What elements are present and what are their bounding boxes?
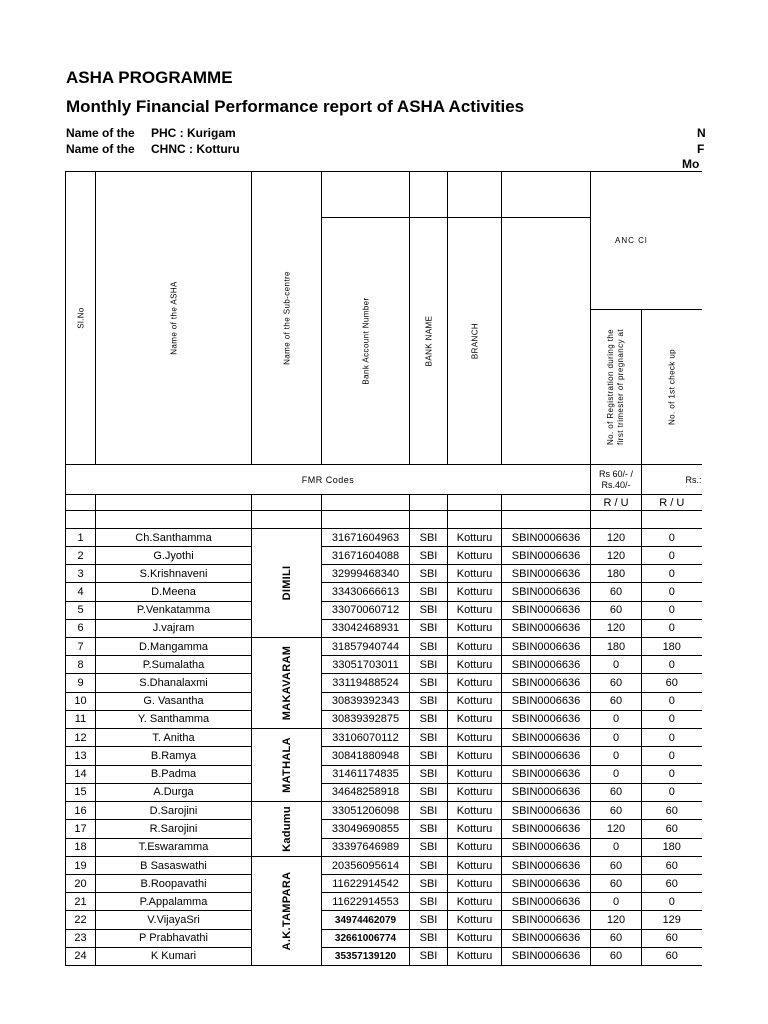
row-branch: Kotturu — [448, 601, 502, 619]
row-ifsc: SBIN0006636 — [502, 911, 591, 929]
table-row — [66, 583, 702, 601]
row-account-number: 31461174835 — [322, 765, 410, 783]
row-slno: 5 — [66, 601, 96, 619]
row-slno: 18 — [66, 838, 96, 856]
row-registration-value: 120 — [591, 547, 642, 565]
row-account-number: 33397646989 — [322, 838, 410, 856]
row-branch: Kotturu — [448, 692, 502, 710]
row-checkup-value: 129 — [642, 911, 702, 929]
row-checkup-value: 60 — [642, 802, 702, 820]
row-branch: Kotturu — [448, 710, 502, 728]
table-row — [66, 929, 702, 947]
fmr-rate-2: Rs.: — [642, 465, 702, 495]
row-ifsc: SBIN0006636 — [502, 929, 591, 947]
table-row — [66, 692, 702, 710]
row-ifsc: SBIN0006636 — [502, 710, 591, 728]
ru-label-1: R / U — [591, 495, 642, 511]
row-asha-name: G.Jyothi — [96, 547, 252, 565]
row-ifsc: SBIN0006636 — [502, 529, 591, 547]
row-branch: Kotturu — [448, 656, 502, 674]
row-branch: Kotturu — [448, 838, 502, 856]
row-slno: 19 — [66, 857, 96, 875]
row-slno: 22 — [66, 911, 96, 929]
row-checkup-value: 0 — [642, 729, 702, 747]
row-checkup-value: 0 — [642, 747, 702, 765]
row-registration-value: 0 — [591, 838, 642, 856]
row-account-number: 33051703011 — [322, 656, 410, 674]
table-row — [66, 893, 702, 911]
row-branch: Kotturu — [448, 820, 502, 838]
row-registration-value: 0 — [591, 747, 642, 765]
row-bank-name: SBI — [410, 802, 448, 820]
table-row — [66, 857, 702, 875]
row-ifsc: SBIN0006636 — [502, 547, 591, 565]
row-asha-name: D.Meena — [96, 583, 252, 601]
report-table — [65, 171, 702, 966]
row-checkup-value: 0 — [642, 565, 702, 583]
row-checkup-value: 60 — [642, 674, 702, 692]
row-asha-name: J.vajram — [96, 619, 252, 637]
phc-value: PHC : Kurigam — [151, 126, 236, 140]
row-bank-name: SBI — [410, 638, 448, 656]
table-row — [66, 656, 702, 674]
row-asha-name: T. Anitha — [96, 729, 252, 747]
row-account-number: 30841880948 — [322, 747, 410, 765]
row-ifsc: SBIN0006636 — [502, 656, 591, 674]
row-checkup-value: 180 — [642, 838, 702, 856]
row-ifsc: SBIN0006636 — [502, 893, 591, 911]
row-account-number: 33106070112 — [322, 729, 410, 747]
row-account-number: 33070060712 — [322, 601, 410, 619]
row-checkup-value: 0 — [642, 893, 702, 911]
row-slno: 21 — [66, 893, 96, 911]
row-account-number: 32661006774 — [322, 929, 410, 947]
chnc-label: Name of the — [66, 142, 135, 156]
row-registration-value: 60 — [591, 583, 642, 601]
report-title: ASHA PROGRAMME — [66, 68, 233, 87]
report-subtitle: Monthly Financial Performance report of ASHA Activities — [66, 97, 525, 116]
row-asha-name: T.Eswaramma — [96, 838, 252, 856]
row-registration-value: 120 — [591, 820, 642, 838]
account-header: Bank Account Number — [322, 218, 410, 465]
row-branch: Kotturu — [448, 747, 502, 765]
row-asha-name: S.Krishnaveni — [96, 565, 252, 583]
row-bank-name: SBI — [410, 875, 448, 893]
row-slno: 7 — [66, 638, 96, 656]
row-account-number: 11622914542 — [322, 875, 410, 893]
row-checkup-value: 0 — [642, 619, 702, 637]
row-bank-name: SBI — [410, 729, 448, 747]
anc-header: ANC Cl — [591, 172, 702, 310]
row-ifsc: SBIN0006636 — [502, 838, 591, 856]
row-account-number: 34648258918 — [322, 783, 410, 801]
row-asha-name: A.Durga — [96, 783, 252, 801]
row-asha-name: P.Sumalatha — [96, 656, 252, 674]
row-branch: Kotturu — [448, 619, 502, 637]
table-row — [66, 529, 702, 547]
row-slno: 1 — [66, 529, 96, 547]
row-asha-name: P Prabhavathi — [96, 929, 252, 947]
row-registration-value: 180 — [591, 565, 642, 583]
row-registration-value: 0 — [591, 893, 642, 911]
row-branch: Kotturu — [448, 893, 502, 911]
branch-header: BRANCH — [448, 218, 502, 465]
row-branch: Kotturu — [448, 875, 502, 893]
first-checkup-header: No. of 1st check up — [642, 310, 702, 465]
row-asha-name: B.Padma — [96, 765, 252, 783]
row-checkup-value: 0 — [642, 547, 702, 565]
subcentre-cell: A.K.TAMPARA — [252, 857, 322, 966]
row-asha-name: D.Sarojini — [96, 802, 252, 820]
row-branch: Kotturu — [448, 857, 502, 875]
row-checkup-value: 60 — [642, 875, 702, 893]
table-row — [66, 875, 702, 893]
row-asha-name: Ch.Santhamma — [96, 529, 252, 547]
row-bank-name: SBI — [410, 783, 448, 801]
row-checkup-value: 60 — [642, 947, 702, 965]
cut-label-2: F — [697, 142, 705, 156]
row-registration-value: 120 — [591, 911, 642, 929]
registration-header: No. of Registration during the first trimester of pregnancy at — [591, 310, 642, 465]
row-asha-name: B.Roopavathi — [96, 875, 252, 893]
row-account-number: 32999468340 — [322, 565, 410, 583]
table-row — [66, 947, 702, 965]
cut-label-3: Mo — [682, 157, 700, 171]
row-slno: 3 — [66, 565, 96, 583]
row-account-number: 30839392875 — [322, 710, 410, 728]
row-branch: Kotturu — [448, 911, 502, 929]
row-account-number: 30839392343 — [322, 692, 410, 710]
row-registration-value: 60 — [591, 783, 642, 801]
table-row — [66, 838, 702, 856]
row-bank-name: SBI — [410, 820, 448, 838]
row-asha-name: Y. Santhamma — [96, 710, 252, 728]
row-account-number: 33119488524 — [322, 674, 410, 692]
row-checkup-value: 0 — [642, 529, 702, 547]
row-branch: Kotturu — [448, 765, 502, 783]
row-ifsc: SBIN0006636 — [502, 820, 591, 838]
chnc-value: CHNC : Kotturu — [151, 142, 240, 156]
table-row — [66, 547, 702, 565]
table-row — [66, 674, 702, 692]
row-checkup-value: 60 — [642, 857, 702, 875]
row-ifsc: SBIN0006636 — [502, 674, 591, 692]
row-checkup-value: 0 — [642, 710, 702, 728]
row-slno: 8 — [66, 656, 96, 674]
subcentre-cell: MATHALA — [252, 729, 322, 802]
row-account-number: 33049690855 — [322, 820, 410, 838]
row-bank-name: SBI — [410, 547, 448, 565]
row-registration-value: 120 — [591, 529, 642, 547]
row-account-number: 33051206098 — [322, 802, 410, 820]
row-bank-name: SBI — [410, 601, 448, 619]
table-row — [66, 619, 702, 637]
row-registration-value: 0 — [591, 729, 642, 747]
row-account-number: 20356095614 — [322, 857, 410, 875]
row-branch: Kotturu — [448, 674, 502, 692]
row-registration-value: 0 — [591, 656, 642, 674]
row-registration-value: 60 — [591, 929, 642, 947]
row-slno: 2 — [66, 547, 96, 565]
row-checkup-value: 0 — [642, 692, 702, 710]
row-ifsc: SBIN0006636 — [502, 947, 591, 965]
row-asha-name: P.Venkatamma — [96, 601, 252, 619]
row-bank-name: SBI — [410, 529, 448, 547]
row-registration-value: 60 — [591, 947, 642, 965]
row-registration-value: 60 — [591, 875, 642, 893]
row-checkup-value: 0 — [642, 783, 702, 801]
row-slno: 4 — [66, 583, 96, 601]
row-bank-name: SBI — [410, 674, 448, 692]
row-slno: 9 — [66, 674, 96, 692]
subcentre-cell: Kadumu — [252, 802, 322, 857]
table-row — [66, 601, 702, 619]
row-ifsc: SBIN0006636 — [502, 875, 591, 893]
row-ifsc: SBIN0006636 — [502, 565, 591, 583]
row-checkup-value: 0 — [642, 656, 702, 674]
slno-header: Sl.No — [66, 172, 96, 465]
header-row-top — [66, 172, 702, 218]
row-account-number: 31857940744 — [322, 638, 410, 656]
row-branch: Kotturu — [448, 929, 502, 947]
row-ifsc: SBIN0006636 — [502, 601, 591, 619]
row-bank-name: SBI — [410, 929, 448, 947]
row-checkup-value: 0 — [642, 583, 702, 601]
row-account-number: 34974462079 — [322, 911, 410, 929]
table-row — [66, 565, 702, 583]
row-asha-name: P.Appalamma — [96, 893, 252, 911]
row-bank-name: SBI — [410, 911, 448, 929]
row-asha-name: K Kumari — [96, 947, 252, 965]
row-registration-value: 60 — [591, 857, 642, 875]
row-bank-name: SBI — [410, 710, 448, 728]
row-asha-name: B.Ramya — [96, 747, 252, 765]
row-bank-name: SBI — [410, 656, 448, 674]
row-registration-value: 120 — [591, 619, 642, 637]
row-ifsc: SBIN0006636 — [502, 783, 591, 801]
row-branch: Kotturu — [448, 729, 502, 747]
row-account-number: 31671604963 — [322, 529, 410, 547]
row-account-number: 33430666613 — [322, 583, 410, 601]
row-bank-name: SBI — [410, 838, 448, 856]
table-row — [66, 783, 702, 801]
ru-label-2: R / U — [642, 495, 702, 511]
table-row — [66, 765, 702, 783]
row-slno: 17 — [66, 820, 96, 838]
row-ifsc: SBIN0006636 — [502, 747, 591, 765]
row-bank-name: SBI — [410, 619, 448, 637]
row-slno: 24 — [66, 947, 96, 965]
row-checkup-value: 180 — [642, 638, 702, 656]
subcentre-cell: DIMILI — [252, 529, 322, 638]
row-branch: Kotturu — [448, 802, 502, 820]
row-asha-name: D.Mangamma — [96, 638, 252, 656]
row-asha-name: B Sasaswathi — [96, 857, 252, 875]
row-slno: 10 — [66, 692, 96, 710]
row-checkup-value: 0 — [642, 601, 702, 619]
fmr-rate-1: Rs 60/- / Rs.40/- — [591, 465, 642, 495]
row-registration-value: 60 — [591, 692, 642, 710]
row-ifsc: SBIN0006636 — [502, 765, 591, 783]
table-row — [66, 638, 702, 656]
asha-name-header: Name of the ASHA — [96, 172, 252, 465]
row-ifsc: SBIN0006636 — [502, 638, 591, 656]
row-bank-name: SBI — [410, 583, 448, 601]
row-ifsc: SBIN0006636 — [502, 857, 591, 875]
row-asha-name: R.Sarojini — [96, 820, 252, 838]
row-ifsc: SBIN0006636 — [502, 802, 591, 820]
row-bank-name: SBI — [410, 857, 448, 875]
row-bank-name: SBI — [410, 692, 448, 710]
row-branch: Kotturu — [448, 547, 502, 565]
table-row — [66, 820, 702, 838]
row-ifsc: SBIN0006636 — [502, 692, 591, 710]
row-bank-name: SBI — [410, 893, 448, 911]
row-account-number: 31671604088 — [322, 547, 410, 565]
row-slno: 12 — [66, 729, 96, 747]
row-asha-name: S.Dhanalaxmi — [96, 674, 252, 692]
row-registration-value: 0 — [591, 765, 642, 783]
row-slno: 15 — [66, 783, 96, 801]
row-bank-name: SBI — [410, 565, 448, 583]
row-bank-name: SBI — [410, 765, 448, 783]
row-registration-value: 60 — [591, 802, 642, 820]
subcentre-cell: MAKAVARAM — [252, 638, 322, 729]
table-row — [66, 710, 702, 728]
row-checkup-value: 0 — [642, 765, 702, 783]
row-branch: Kotturu — [448, 638, 502, 656]
row-slno: 20 — [66, 875, 96, 893]
row-slno: 16 — [66, 802, 96, 820]
row-account-number: 11622914553 — [322, 893, 410, 911]
row-checkup-value: 60 — [642, 820, 702, 838]
table-row — [66, 911, 702, 929]
row-asha-name: G. Vasantha — [96, 692, 252, 710]
row-account-number: 35357139120 — [322, 947, 410, 965]
bank-header: BANK NAME — [410, 218, 448, 465]
row-ifsc: SBIN0006636 — [502, 729, 591, 747]
row-registration-value: 180 — [591, 638, 642, 656]
subcentre-header: Name of the Sub-centre — [252, 172, 322, 465]
row-branch: Kotturu — [448, 565, 502, 583]
phc-label: Name of the — [66, 126, 135, 140]
row-slno: 14 — [66, 765, 96, 783]
fmr-codes-label: FMR Codes — [66, 465, 591, 495]
row-registration-value: 60 — [591, 601, 642, 619]
row-branch: Kotturu — [448, 947, 502, 965]
row-checkup-value: 60 — [642, 929, 702, 947]
row-registration-value: 60 — [591, 674, 642, 692]
row-ifsc: SBIN0006636 — [502, 619, 591, 637]
row-slno: 11 — [66, 710, 96, 728]
row-bank-name: SBI — [410, 947, 448, 965]
row-slno: 6 — [66, 619, 96, 637]
row-ifsc: SBIN0006636 — [502, 583, 591, 601]
row-slno: 23 — [66, 929, 96, 947]
table-row — [66, 802, 702, 820]
row-branch: Kotturu — [448, 529, 502, 547]
cut-label-1: N — [697, 126, 706, 140]
row-slno: 13 — [66, 747, 96, 765]
row-bank-name: SBI — [410, 747, 448, 765]
row-branch: Kotturu — [448, 783, 502, 801]
table-row — [66, 729, 702, 747]
row-account-number: 33042468931 — [322, 619, 410, 637]
row-registration-value: 0 — [591, 710, 642, 728]
table-row — [66, 747, 702, 765]
row-branch: Kotturu — [448, 583, 502, 601]
row-asha-name: V.VijayaSri — [96, 911, 252, 929]
